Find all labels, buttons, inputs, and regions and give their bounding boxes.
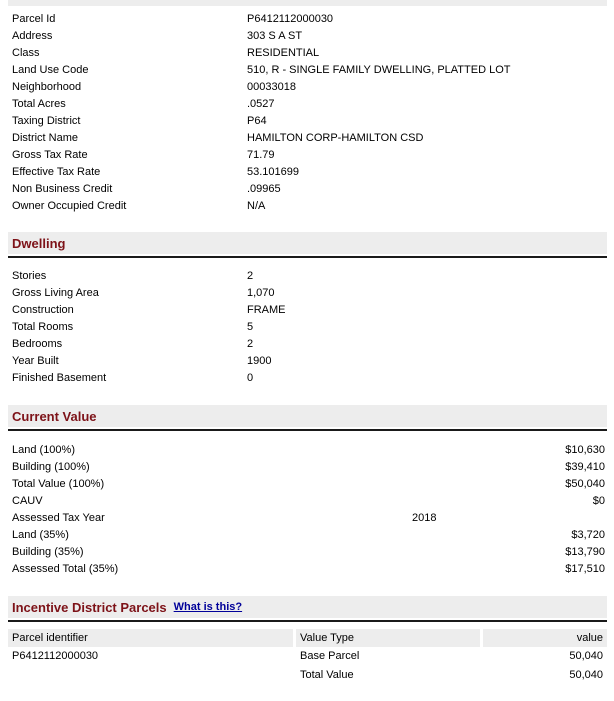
- table-row: [8, 352, 607, 369]
- table-row: [8, 180, 607, 197]
- field-label: Non Business Credit: [12, 182, 113, 195]
- field-label: Assessed Total (35%): [12, 562, 119, 575]
- field-value: 303 S A ST: [247, 29, 303, 42]
- field-amount: $13,790: [565, 545, 605, 558]
- table-row: [8, 10, 607, 27]
- table-row: [8, 129, 607, 146]
- dwelling-section-title: Dwelling: [12, 235, 66, 251]
- field-label: Stories: [12, 269, 47, 282]
- field-value: 1900: [247, 354, 272, 367]
- field-label: Neighborhood: [12, 80, 82, 93]
- field-label: District Name: [12, 131, 79, 144]
- field-value: 2: [247, 269, 254, 282]
- table-row: [8, 95, 607, 112]
- field-value: HAMILTON CORP-HAMILTON CSD: [247, 131, 424, 144]
- previous-section-bar-strip: [8, 0, 607, 6]
- table-row: [8, 44, 607, 61]
- table-row: [8, 458, 607, 475]
- field-label: Owner Occupied Credit: [12, 199, 127, 212]
- parcel-identifier-cell: [8, 666, 293, 685]
- field-value: 510, R - SINGLE FAMILY DWELLING, PLATTED LOT: [247, 63, 511, 76]
- field-value: 71.79: [247, 148, 275, 161]
- incentive-section-header: [8, 596, 607, 618]
- table-row: [8, 318, 607, 335]
- field-value: P6412112000030: [247, 12, 334, 25]
- field-label: Year Built: [12, 354, 59, 367]
- field-amount: $0: [592, 494, 605, 507]
- field-value: RESIDENTIAL: [247, 46, 320, 59]
- table-row: [8, 543, 607, 560]
- value-cell: 50,040: [569, 650, 603, 662]
- field-label: Construction: [12, 303, 74, 316]
- current-value-section-title: Current Value: [12, 408, 97, 424]
- current-value-section: [8, 441, 607, 577]
- field-label: Bedrooms: [12, 337, 63, 350]
- section-divider: [8, 429, 607, 431]
- table-row: [8, 666, 607, 685]
- field-label: Class: [12, 46, 40, 59]
- field-label: Total Value (100%): [12, 477, 105, 490]
- table-row: [8, 560, 607, 577]
- table-row: [8, 647, 607, 666]
- field-amount: $10,630: [565, 443, 605, 456]
- field-value: 53.101699: [247, 165, 299, 178]
- what-is-this-link[interactable]: What is this?: [173, 601, 243, 613]
- section-divider: [8, 620, 607, 622]
- field-value: 0: [247, 371, 254, 384]
- field-value: 5: [247, 320, 254, 333]
- field-label: Taxing District: [12, 114, 81, 127]
- field-label: Address: [12, 29, 53, 42]
- table-header-row: [8, 629, 607, 647]
- value-type-cell: Total Value: [300, 669, 354, 681]
- field-label: Parcel Id: [12, 12, 56, 25]
- field-value: FRAME: [247, 303, 286, 316]
- table-row: [8, 509, 607, 526]
- column-header-parcel-identifier: Parcel identifier: [8, 629, 293, 647]
- table-row: [8, 492, 607, 509]
- field-label: Total Acres: [12, 97, 66, 110]
- field-amount: $50,040: [565, 477, 605, 490]
- field-value: 2: [247, 337, 254, 350]
- column-header-value-type: Value Type: [296, 629, 480, 647]
- field-value: 1,070: [247, 286, 275, 299]
- field-label: Assessed Tax Year: [12, 511, 105, 524]
- field-value: .09965: [247, 182, 281, 195]
- table-row: [8, 335, 607, 352]
- table-row: [8, 112, 607, 129]
- table-row: [8, 78, 607, 95]
- field-label: Land (35%): [12, 528, 69, 541]
- field-label: Finished Basement: [12, 371, 107, 384]
- section-divider: [8, 256, 607, 258]
- table-row: [8, 146, 607, 163]
- field-label: Gross Living Area: [12, 286, 99, 299]
- field-amount: $39,410: [565, 460, 605, 473]
- table-row: [8, 526, 607, 543]
- current-value-section-header: [8, 405, 607, 427]
- field-amount: $3,720: [571, 528, 605, 541]
- table-row: [8, 301, 607, 318]
- dwelling-section: [8, 267, 607, 386]
- incentive-section-title: Incentive District Parcels: [12, 599, 167, 615]
- field-label: Land (100%): [12, 443, 75, 456]
- parcel-identifier-cell: P6412112000030: [12, 650, 99, 662]
- field-value: P64: [247, 114, 267, 127]
- field-label: Effective Tax Rate: [12, 165, 101, 178]
- field-label: Gross Tax Rate: [12, 148, 88, 161]
- table-row: [8, 61, 607, 78]
- value-cell: 50,040: [569, 669, 603, 681]
- table-row: [8, 197, 607, 214]
- column-header-value: value: [483, 629, 607, 647]
- parcel-summary-section: [8, 10, 607, 214]
- field-label: Building (100%): [12, 460, 90, 473]
- field-mid-value: 2018: [412, 511, 437, 524]
- field-label: Land Use Code: [12, 63, 89, 76]
- field-label: Total Rooms: [12, 320, 74, 333]
- field-value: .0527: [247, 97, 275, 110]
- table-row: [8, 163, 607, 180]
- incentive-parcels-table: [8, 629, 607, 685]
- table-row: [8, 267, 607, 284]
- table-row: [8, 27, 607, 44]
- field-value: N/A: [247, 199, 266, 212]
- table-row: [8, 284, 607, 301]
- dwelling-section-header: [8, 232, 607, 254]
- value-type-cell: Base Parcel: [300, 650, 360, 662]
- table-row: [8, 369, 607, 386]
- table-row: [8, 441, 607, 458]
- field-value: 00033018: [247, 80, 296, 93]
- field-label: Building (35%): [12, 545, 84, 558]
- table-row: [8, 475, 607, 492]
- field-amount: $17,510: [565, 562, 605, 575]
- field-label: CAUV: [12, 494, 43, 507]
